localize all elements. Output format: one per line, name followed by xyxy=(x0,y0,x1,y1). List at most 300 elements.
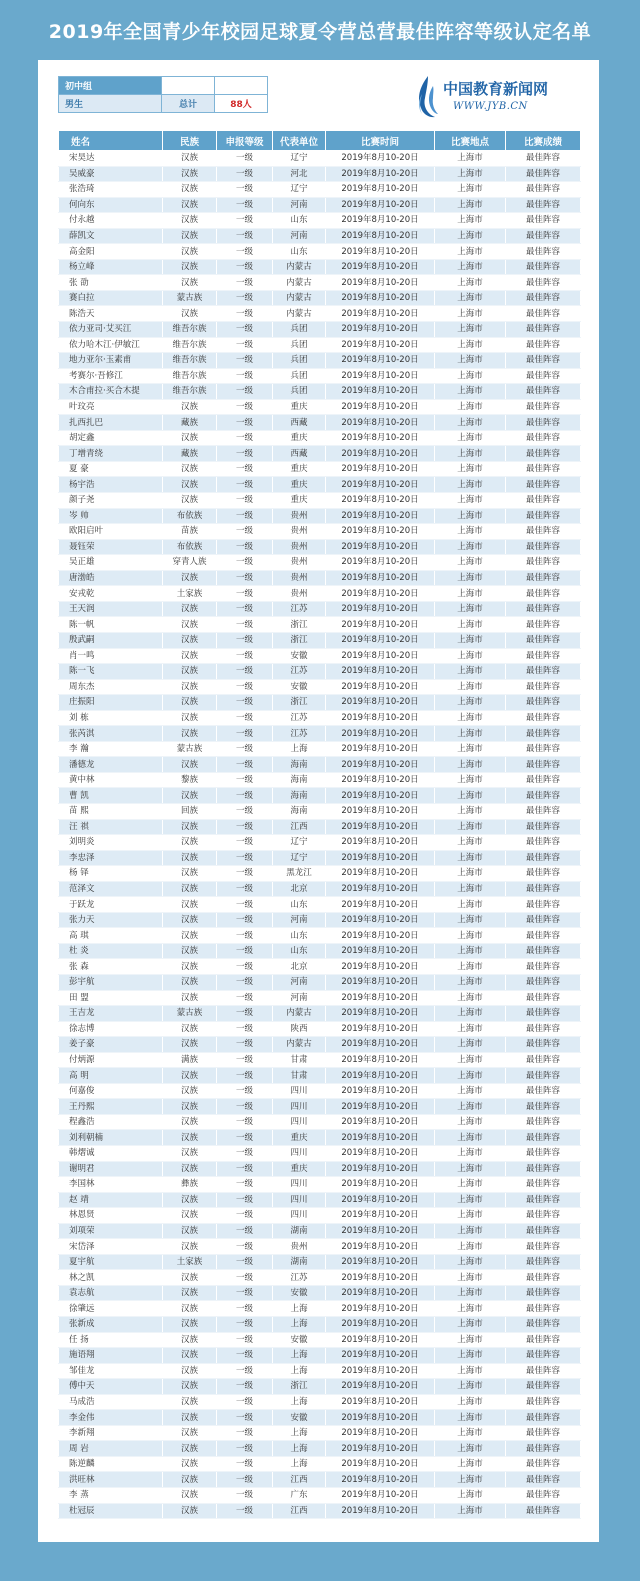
player-name: 张 森 xyxy=(59,959,163,975)
representing-unit: 兵团 xyxy=(273,337,326,353)
player-ethnicity: 汉族 xyxy=(163,850,217,866)
match-result: 最佳阵容 xyxy=(506,664,581,680)
match-result: 最佳阵容 xyxy=(506,1472,581,1488)
match-result: 最佳阵容 xyxy=(506,182,581,198)
declared-level: 一级 xyxy=(217,1472,273,1488)
player-name: 殷武嗣 xyxy=(59,632,163,648)
representing-unit: 贵州 xyxy=(273,586,326,602)
player-ethnicity: 汉族 xyxy=(163,648,217,664)
representing-unit: 四川 xyxy=(273,1146,326,1162)
declared-level: 一级 xyxy=(217,1394,273,1410)
player-ethnicity: 藏族 xyxy=(163,415,217,431)
declared-level: 一级 xyxy=(217,788,273,804)
representing-unit: 辽宁 xyxy=(273,182,326,198)
declared-level: 一级 xyxy=(217,477,273,493)
match-result: 最佳阵容 xyxy=(506,493,581,509)
match-time: 2019年8月10-20日 xyxy=(326,1021,435,1037)
player-ethnicity: 汉族 xyxy=(163,259,217,275)
player-name: 黄中林 xyxy=(59,772,163,788)
table-row xyxy=(59,322,581,338)
player-name: 张 劭 xyxy=(59,275,163,291)
declared-level: 一级 xyxy=(217,974,273,990)
match-time: 2019年8月10-20日 xyxy=(326,306,435,322)
player-ethnicity: 汉族 xyxy=(163,197,217,213)
match-result: 最佳阵容 xyxy=(506,974,581,990)
match-time: 2019年8月10-20日 xyxy=(326,1425,435,1441)
match-time: 2019年8月10-20日 xyxy=(326,726,435,742)
player-name: 张力天 xyxy=(59,912,163,928)
match-time: 2019年8月10-20日 xyxy=(326,1006,435,1022)
representing-unit: 重庆 xyxy=(273,1130,326,1146)
match-result: 最佳阵容 xyxy=(506,772,581,788)
player-ethnicity: 汉族 xyxy=(163,726,217,742)
match-venue: 上海市 xyxy=(435,1052,506,1068)
declared-level: 一级 xyxy=(217,1099,273,1115)
table-row xyxy=(59,1285,581,1301)
representing-unit: 贵州 xyxy=(273,508,326,524)
player-name: 徐志博 xyxy=(59,1021,163,1037)
player-ethnicity: 土家族 xyxy=(163,586,217,602)
player-name: 依力哈木江·伊敏江 xyxy=(59,337,163,353)
table-row xyxy=(59,648,581,664)
match-time: 2019年8月10-20日 xyxy=(326,1254,435,1270)
declared-level: 一级 xyxy=(217,1052,273,1068)
declared-level: 一级 xyxy=(217,493,273,509)
declared-level: 一级 xyxy=(217,290,273,306)
table-row xyxy=(59,1037,581,1053)
match-time: 2019年8月10-20日 xyxy=(326,757,435,773)
player-ethnicity: 维吾尔族 xyxy=(163,384,217,400)
player-name: 李 瀚 xyxy=(59,741,163,757)
declared-level: 一级 xyxy=(217,943,273,959)
player-name: 叶玟亮 xyxy=(59,399,163,415)
match-time: 2019年8月10-20日 xyxy=(326,1317,435,1333)
player-name: 杨立峰 xyxy=(59,259,163,275)
representing-unit: 黑龙江 xyxy=(273,866,326,882)
declared-level: 一级 xyxy=(217,1161,273,1177)
representing-unit: 贵州 xyxy=(273,570,326,586)
player-name: 范泽文 xyxy=(59,881,163,897)
match-venue: 上海市 xyxy=(435,866,506,882)
match-venue: 上海市 xyxy=(435,803,506,819)
match-result: 最佳阵容 xyxy=(506,959,581,975)
player-ethnicity: 汉族 xyxy=(163,990,217,1006)
table-row xyxy=(59,1068,581,1084)
table-row xyxy=(59,1021,581,1037)
declared-level: 一级 xyxy=(217,259,273,275)
match-venue: 上海市 xyxy=(435,695,506,711)
player-name: 傅中天 xyxy=(59,1379,163,1395)
representing-unit: 海南 xyxy=(273,788,326,804)
player-ethnicity: 汉族 xyxy=(163,166,217,182)
match-result: 最佳阵容 xyxy=(506,1021,581,1037)
table-row xyxy=(59,1223,581,1239)
table-row xyxy=(59,1441,581,1457)
match-time: 2019年8月10-20日 xyxy=(326,197,435,213)
player-name: 施语翔 xyxy=(59,1348,163,1364)
representing-unit: 重庆 xyxy=(273,493,326,509)
match-result: 最佳阵容 xyxy=(506,166,581,182)
match-result: 最佳阵容 xyxy=(506,415,581,431)
match-time: 2019年8月10-20日 xyxy=(326,1068,435,1084)
match-result: 最佳阵容 xyxy=(506,430,581,446)
table-row xyxy=(59,182,581,198)
match-venue: 上海市 xyxy=(435,1114,506,1130)
table-row xyxy=(59,959,581,975)
player-name: 刘利朝楠 xyxy=(59,1130,163,1146)
table-row xyxy=(59,1177,581,1193)
representing-unit: 上海 xyxy=(273,1317,326,1333)
player-ethnicity: 维吾尔族 xyxy=(163,368,217,384)
player-ethnicity: 汉族 xyxy=(163,1317,217,1333)
match-result: 最佳阵容 xyxy=(506,1394,581,1410)
player-name: 何嘉俊 xyxy=(59,1083,163,1099)
declared-level: 一级 xyxy=(217,1254,273,1270)
declared-level: 一级 xyxy=(217,1177,273,1193)
representing-unit: 海南 xyxy=(273,772,326,788)
match-result: 最佳阵容 xyxy=(506,741,581,757)
table-row xyxy=(59,1254,581,1270)
table-row xyxy=(59,228,581,244)
match-time: 2019年8月10-20日 xyxy=(326,182,435,198)
player-ethnicity: 布依族 xyxy=(163,539,217,555)
representing-unit: 山东 xyxy=(273,928,326,944)
match-time: 2019年8月10-20日 xyxy=(326,695,435,711)
roster-card xyxy=(38,60,599,1542)
table-row xyxy=(59,477,581,493)
match-result: 最佳阵容 xyxy=(506,695,581,711)
representing-unit: 内蒙古 xyxy=(273,275,326,291)
declared-level: 一级 xyxy=(217,275,273,291)
match-venue: 上海市 xyxy=(435,508,506,524)
col-header-ethnicity: 民族 xyxy=(163,131,217,151)
representing-unit: 海南 xyxy=(273,757,326,773)
match-venue: 上海市 xyxy=(435,1130,506,1146)
declared-level: 一级 xyxy=(217,182,273,198)
match-time: 2019年8月10-20日 xyxy=(326,337,435,353)
declared-level: 一级 xyxy=(217,1317,273,1333)
match-time: 2019年8月10-20日 xyxy=(326,990,435,1006)
match-result: 最佳阵容 xyxy=(506,524,581,540)
declared-level: 一级 xyxy=(217,819,273,835)
representing-unit: 西藏 xyxy=(273,415,326,431)
player-ethnicity: 蒙古族 xyxy=(163,1006,217,1022)
match-result: 最佳阵容 xyxy=(506,368,581,384)
match-time: 2019年8月10-20日 xyxy=(326,555,435,571)
match-result: 最佳阵容 xyxy=(506,835,581,851)
player-name: 刘 栋 xyxy=(59,710,163,726)
player-ethnicity: 汉族 xyxy=(163,1114,217,1130)
representing-unit: 上海 xyxy=(273,1425,326,1441)
table-row xyxy=(59,695,581,711)
declared-level: 一级 xyxy=(217,803,273,819)
match-venue: 上海市 xyxy=(435,213,506,229)
player-name: 李忠泽 xyxy=(59,850,163,866)
match-result: 最佳阵容 xyxy=(506,1099,581,1115)
player-ethnicity: 蒙古族 xyxy=(163,290,217,306)
match-time: 2019年8月10-20日 xyxy=(326,1161,435,1177)
match-result: 最佳阵容 xyxy=(506,244,581,260)
player-ethnicity: 彝族 xyxy=(163,1177,217,1193)
match-venue: 上海市 xyxy=(435,461,506,477)
match-time: 2019年8月10-20日 xyxy=(326,524,435,540)
table-row xyxy=(59,632,581,648)
player-ethnicity: 汉族 xyxy=(163,182,217,198)
match-result: 最佳阵容 xyxy=(506,1379,581,1395)
player-name: 李国林 xyxy=(59,1177,163,1193)
gender-label: 男生 xyxy=(59,95,162,113)
match-time: 2019年8月10-20日 xyxy=(326,228,435,244)
flame-logo-icon xyxy=(413,74,439,120)
representing-unit: 河南 xyxy=(273,912,326,928)
player-name: 王吉龙 xyxy=(59,1006,163,1022)
player-name: 付炳源 xyxy=(59,1052,163,1068)
table-row xyxy=(59,1379,581,1395)
match-time: 2019年8月10-20日 xyxy=(326,632,435,648)
player-ethnicity: 苗族 xyxy=(163,524,217,540)
player-name: 吴正雄 xyxy=(59,555,163,571)
match-time: 2019年8月10-20日 xyxy=(326,1239,435,1255)
col-header-result: 比赛成绩 xyxy=(506,131,581,151)
match-venue: 上海市 xyxy=(435,1363,506,1379)
match-result: 最佳阵容 xyxy=(506,1037,581,1053)
table-row xyxy=(59,1161,581,1177)
match-result: 最佳阵容 xyxy=(506,461,581,477)
match-result: 最佳阵容 xyxy=(506,322,581,338)
table-row xyxy=(59,493,581,509)
table-row xyxy=(59,912,581,928)
match-venue: 上海市 xyxy=(435,1301,506,1317)
representing-unit: 四川 xyxy=(273,1114,326,1130)
match-venue: 上海市 xyxy=(435,1488,506,1504)
representing-unit: 江苏 xyxy=(273,1270,326,1286)
declared-level: 一级 xyxy=(217,1425,273,1441)
table-row xyxy=(59,974,581,990)
player-ethnicity: 布依族 xyxy=(163,508,217,524)
match-venue: 上海市 xyxy=(435,1208,506,1224)
declared-level: 一级 xyxy=(217,1363,273,1379)
match-venue: 上海市 xyxy=(435,819,506,835)
player-ethnicity: 汉族 xyxy=(163,213,217,229)
table-row xyxy=(59,1317,581,1333)
declared-level: 一级 xyxy=(217,368,273,384)
match-time: 2019年8月10-20日 xyxy=(326,1394,435,1410)
match-venue: 上海市 xyxy=(435,384,506,400)
table-row xyxy=(59,244,581,260)
player-ethnicity: 汉族 xyxy=(163,912,217,928)
match-venue: 上海市 xyxy=(435,959,506,975)
table-row xyxy=(59,835,581,851)
match-venue: 上海市 xyxy=(435,1379,506,1395)
player-ethnicity: 蒙古族 xyxy=(163,741,217,757)
match-time: 2019年8月10-20日 xyxy=(326,664,435,680)
table-row xyxy=(59,524,581,540)
representing-unit: 广东 xyxy=(273,1488,326,1504)
player-ethnicity: 回族 xyxy=(163,803,217,819)
match-time: 2019年8月10-20日 xyxy=(326,213,435,229)
declared-level: 一级 xyxy=(217,1441,273,1457)
match-venue: 上海市 xyxy=(435,990,506,1006)
player-name: 林之凯 xyxy=(59,1270,163,1286)
match-result: 最佳阵容 xyxy=(506,1068,581,1084)
declared-level: 一级 xyxy=(217,539,273,555)
match-venue: 上海市 xyxy=(435,1146,506,1162)
representing-unit: 甘肃 xyxy=(273,1052,326,1068)
declared-level: 一级 xyxy=(217,1223,273,1239)
representing-unit: 西藏 xyxy=(273,446,326,462)
match-venue: 上海市 xyxy=(435,835,506,851)
representing-unit: 四川 xyxy=(273,1083,326,1099)
table-row xyxy=(59,881,581,897)
match-result: 最佳阵容 xyxy=(506,1488,581,1504)
player-name: 杜冠辰 xyxy=(59,1503,163,1519)
player-name: 徐肇远 xyxy=(59,1301,163,1317)
match-result: 最佳阵容 xyxy=(506,399,581,415)
player-ethnicity: 汉族 xyxy=(163,477,217,493)
match-venue: 上海市 xyxy=(435,259,506,275)
table-row xyxy=(59,166,581,182)
match-time: 2019年8月10-20日 xyxy=(326,477,435,493)
match-venue: 上海市 xyxy=(435,415,506,431)
declared-level: 一级 xyxy=(217,850,273,866)
match-time: 2019年8月10-20日 xyxy=(326,1301,435,1317)
declared-level: 一级 xyxy=(217,1083,273,1099)
table-row xyxy=(59,803,581,819)
table-row xyxy=(59,275,581,291)
player-name: 袁志航 xyxy=(59,1285,163,1301)
match-venue: 上海市 xyxy=(435,275,506,291)
match-result: 最佳阵容 xyxy=(506,1332,581,1348)
representing-unit: 江西 xyxy=(273,819,326,835)
table-row xyxy=(59,399,581,415)
table-row xyxy=(59,197,581,213)
representing-unit: 重庆 xyxy=(273,430,326,446)
player-name: 木合甫拉·买合木提 xyxy=(59,384,163,400)
match-time: 2019年8月10-20日 xyxy=(326,1410,435,1426)
player-ethnicity: 维吾尔族 xyxy=(163,337,217,353)
declared-level: 一级 xyxy=(217,1348,273,1364)
match-time: 2019年8月10-20日 xyxy=(326,399,435,415)
match-result: 最佳阵容 xyxy=(506,213,581,229)
match-venue: 上海市 xyxy=(435,244,506,260)
player-ethnicity: 汉族 xyxy=(163,493,217,509)
player-ethnicity: 汉族 xyxy=(163,943,217,959)
representing-unit: 江西 xyxy=(273,1472,326,1488)
match-time: 2019年8月10-20日 xyxy=(326,290,435,306)
match-result: 最佳阵容 xyxy=(506,151,581,167)
player-ethnicity: 汉族 xyxy=(163,881,217,897)
table-row xyxy=(59,1052,581,1068)
declared-level: 一级 xyxy=(217,524,273,540)
match-venue: 上海市 xyxy=(435,353,506,369)
declared-level: 一级 xyxy=(217,897,273,913)
declared-level: 一级 xyxy=(217,990,273,1006)
match-result: 最佳阵容 xyxy=(506,788,581,804)
match-time: 2019年8月10-20日 xyxy=(326,1472,435,1488)
table-row xyxy=(59,710,581,726)
match-time: 2019年8月10-20日 xyxy=(326,679,435,695)
player-ethnicity: 满族 xyxy=(163,1052,217,1068)
table-row xyxy=(59,384,581,400)
representing-unit: 浙江 xyxy=(273,617,326,633)
match-time: 2019年8月10-20日 xyxy=(326,850,435,866)
match-venue: 上海市 xyxy=(435,881,506,897)
match-result: 最佳阵容 xyxy=(506,259,581,275)
match-result: 最佳阵容 xyxy=(506,617,581,633)
match-time: 2019年8月10-20日 xyxy=(326,570,435,586)
representing-unit: 陕西 xyxy=(273,1021,326,1037)
declared-level: 一级 xyxy=(217,228,273,244)
declared-level: 一级 xyxy=(217,1410,273,1426)
player-ethnicity: 汉族 xyxy=(163,835,217,851)
match-result: 最佳阵容 xyxy=(506,353,581,369)
match-result: 最佳阵容 xyxy=(506,1052,581,1068)
match-venue: 上海市 xyxy=(435,912,506,928)
representing-unit: 重庆 xyxy=(273,461,326,477)
player-ethnicity: 汉族 xyxy=(163,244,217,260)
player-name: 颜子尧 xyxy=(59,493,163,509)
match-result: 最佳阵容 xyxy=(506,477,581,493)
table-row xyxy=(59,1348,581,1364)
representing-unit: 上海 xyxy=(273,1348,326,1364)
player-ethnicity: 汉族 xyxy=(163,974,217,990)
player-ethnicity: 汉族 xyxy=(163,228,217,244)
table-header-row xyxy=(59,131,581,151)
representing-unit: 上海 xyxy=(273,1456,326,1472)
player-name: 潘德龙 xyxy=(59,757,163,773)
match-result: 最佳阵容 xyxy=(506,384,581,400)
player-name: 周东杰 xyxy=(59,679,163,695)
representing-unit: 贵州 xyxy=(273,539,326,555)
player-ethnicity: 汉族 xyxy=(163,1332,217,1348)
table-row xyxy=(59,1301,581,1317)
player-ethnicity: 汉族 xyxy=(163,1410,217,1426)
player-name: 洪旺林 xyxy=(59,1472,163,1488)
player-name: 林恩贤 xyxy=(59,1208,163,1224)
col-header-venue: 比赛地点 xyxy=(435,131,506,151)
representing-unit: 内蒙古 xyxy=(273,259,326,275)
player-ethnicity: 汉族 xyxy=(163,1472,217,1488)
player-ethnicity: 汉族 xyxy=(163,1021,217,1037)
match-venue: 上海市 xyxy=(435,228,506,244)
player-name: 姜子豪 xyxy=(59,1037,163,1053)
col-header-unit: 代表单位 xyxy=(273,131,326,151)
total-label: 总计 xyxy=(162,95,215,113)
match-time: 2019年8月10-20日 xyxy=(326,710,435,726)
table-row xyxy=(59,586,581,602)
table-row xyxy=(59,757,581,773)
match-result: 最佳阵容 xyxy=(506,726,581,742)
match-time: 2019年8月10-20日 xyxy=(326,1270,435,1286)
match-result: 最佳阵容 xyxy=(506,1363,581,1379)
match-time: 2019年8月10-20日 xyxy=(326,461,435,477)
match-result: 最佳阵容 xyxy=(506,446,581,462)
declared-level: 一级 xyxy=(217,508,273,524)
table-row xyxy=(59,337,581,353)
player-ethnicity: 汉族 xyxy=(163,275,217,291)
player-name: 于跃龙 xyxy=(59,897,163,913)
table-row xyxy=(59,788,581,804)
declared-level: 一级 xyxy=(217,866,273,882)
representing-unit: 辽宁 xyxy=(273,835,326,851)
representing-unit: 四川 xyxy=(273,1177,326,1193)
declared-level: 一级 xyxy=(217,384,273,400)
declared-level: 一级 xyxy=(217,710,273,726)
declared-level: 一级 xyxy=(217,912,273,928)
representing-unit: 上海 xyxy=(273,1363,326,1379)
match-time: 2019年8月10-20日 xyxy=(326,1130,435,1146)
declared-level: 一级 xyxy=(217,1208,273,1224)
